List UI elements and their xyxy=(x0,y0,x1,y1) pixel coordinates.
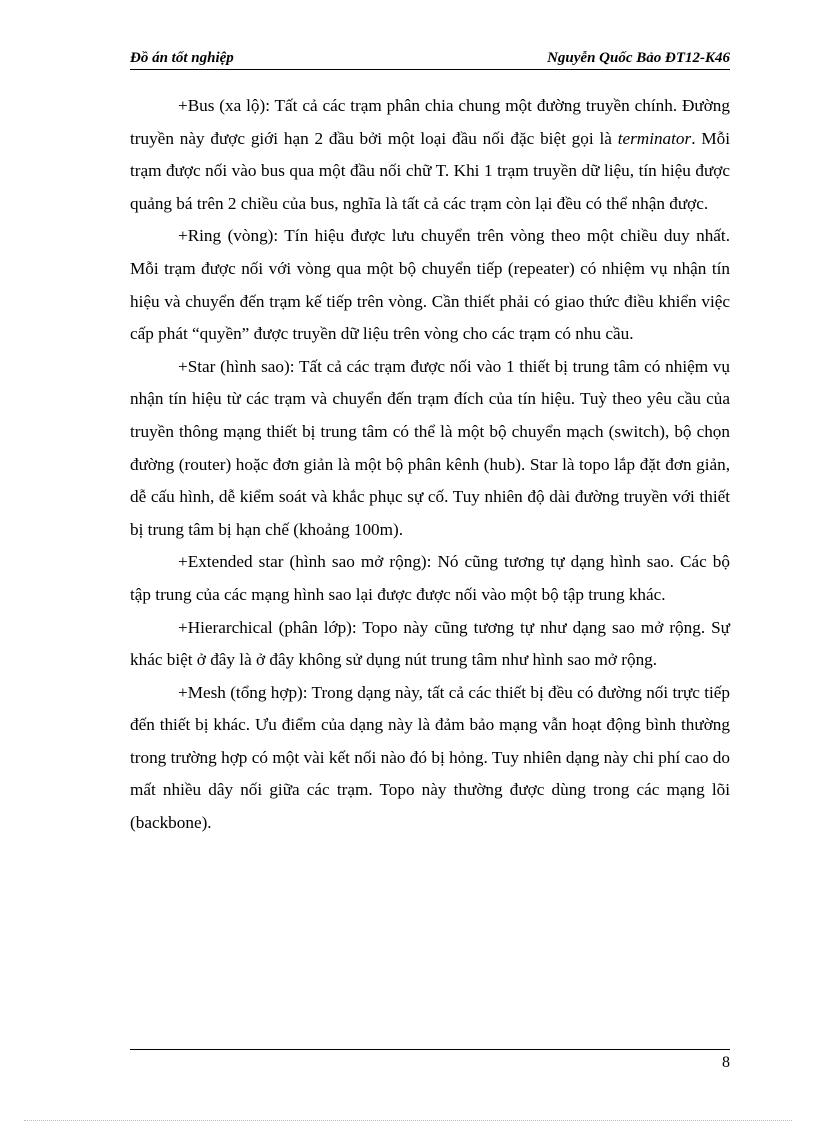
paragraph-bus-text-cont: . Mỗi trạm được nối vào bus qua một đầu nối chữ T. Khi 1 trạm truyền dữ liệu, tín hiệu được quảng bá trên 2 chiều của bus, nghĩa là tất cả các trạm còn lại đều có thể nhận được. xyxy=(130,128,730,213)
document-body xyxy=(130,90,730,840)
header-document-title: Đồ án tốt nghiệp xyxy=(130,50,234,66)
paragraph-extended-star: +Extended star (hình sao mở rộng): Nó cũng tương tự dạng hình sao. Các bộ tập trung của các mạng hình sao lại được được nối vào một bộ tập trung khác. xyxy=(130,552,730,604)
paragraph-bus xyxy=(130,90,730,220)
paragraph-mesh: +Mesh (tổng hợp): Trong dạng này, tất cả các thiết bị đều có đường nối trực tiếp đến thiết bị khác. Ưu điểm của dạng này là đảm bảo mạng vẫn hoạt động bình thường trong trường hợp có một vài kết nối nào đó bị hỏng. Tuy nhiên dạng này chi phí cao do mất nhiều dây nối giữa các trạm. Topo này thường được dùng trong các mạng lõi (backbone). xyxy=(130,682,730,833)
paragraph-hierarchical: +Hierarchical (phân lớp): Topo này cũng tương tự như dạng sao mở rộng. Sự khác biệt ở đây là ở đây không sử dụng nút trung tâm như hình sao mở rộng. xyxy=(130,617,730,670)
header-rule xyxy=(130,69,730,70)
page-number: 8 xyxy=(722,1054,730,1071)
header-author: Nguyễn Quốc Bảo ĐT12-K46 xyxy=(547,50,730,66)
paragraph-ring: +Ring (vòng): Tín hiệu được lưu chuyển trên vòng theo một chiều duy nhất. Mỗi trạm được nối với vòng qua một bộ chuyển tiếp (repeater) có nhiệm vụ nhận tín hiệu và chuyển đến trạm kế tiếp trên vòng. Cần thiết phải có giao thức điều khiển việc cấp phát “quyền” được truyền dữ liệu trên vòng cho các trạm có nhu cầu. xyxy=(130,226,730,344)
paragraph-bus-text: +Bus (xa lộ): Tất cả các trạm phân chia chung một đường truyền chính. Đường truyền này được giới hạn 2 đầu bởi một loại đầu nối đặc biệt gọi là xyxy=(130,96,730,148)
paragraph-star: +Star (hình sao): Tất cả các trạm được nối vào 1 thiết bị trung tâm có nhiệm vụ nhận tín hiệu từ các trạm và chuyển đến trạm đích của tín hiệu. Tuỳ theo yêu cầu của truyền thông mạng thiết bị trung tâm có thể là một bộ chuyển mạch (switch), bộ chọn đường (router) hoặc đơn giản là một bộ phân kênh (hub). Star là topo lắp đặt đơn giản, dễ cấu hình, dễ kiểm soát và khắc phục sự cố. Tuy nhiên độ dài đường truyền với thiết bị trung tâm bị hạn chế (khoảng 100m). xyxy=(130,356,730,539)
page-edge-divider xyxy=(24,1120,792,1121)
term-terminator: terminator xyxy=(617,128,692,148)
footer-rule xyxy=(130,1049,730,1050)
page-header xyxy=(130,50,730,70)
